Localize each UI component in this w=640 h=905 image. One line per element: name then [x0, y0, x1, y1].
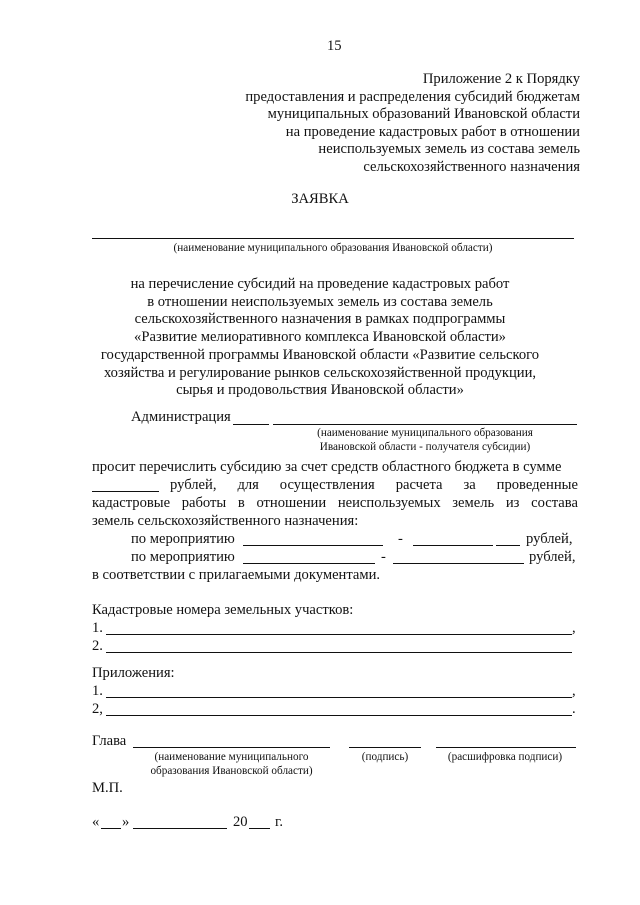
body-line-4: земель сельскохозяйственного назначения:	[92, 513, 359, 529]
page-number: 15	[327, 38, 342, 54]
appendix-line: сельскохозяйственного назначения	[363, 158, 580, 175]
cadastral-item-2-blank	[106, 652, 572, 653]
body-word: расчета	[395, 477, 443, 493]
amount-blank	[92, 491, 159, 492]
purpose-line: «Развитие мелиоративного комплекса Ивановской области»	[134, 329, 506, 346]
attachment-item-1-number: 1.	[92, 683, 103, 699]
purpose-line: сырья и продовольствия Ивановской области»	[176, 382, 464, 399]
municipality-caption: (наименование муниципального образования Ивановской области)	[173, 242, 493, 254]
purpose-line: на перечисление субсидий на проведение кадастровых работ	[130, 276, 510, 292]
signature-caption-decode: (расшифровка подписи)	[447, 751, 563, 763]
measure-1-rubles: рублей,	[526, 531, 573, 547]
measure-label-1: по мероприятию	[131, 531, 235, 547]
measure-1-amount-blank	[413, 545, 493, 546]
appendix-line: предоставления и распределения субсидий бюджетам	[245, 88, 580, 105]
body-word: состава	[531, 495, 578, 511]
signature-caption-sign: (подпись)	[361, 751, 409, 763]
body-word: кадастровые	[92, 495, 171, 511]
signature-caption-name-1: (наименование муниципального	[154, 751, 309, 763]
signature-caption-name-2: образования Ивановской области)	[150, 765, 313, 777]
head-signature-blank	[349, 747, 421, 748]
body-line-2	[170, 478, 578, 493]
accordance-line: в соответствии с прилагаемыми документами.	[92, 567, 381, 583]
admin-short-blank	[233, 424, 269, 425]
date-month-blank	[133, 828, 227, 829]
body-word: работы	[181, 495, 227, 511]
body-word: проведенные	[496, 477, 578, 493]
admin-blank-line	[273, 424, 577, 425]
body-line-3	[92, 496, 578, 511]
purpose-line: хозяйства и регулирование рынков сельскохозяйственной продукции,	[103, 364, 537, 381]
measure-2-name-blank	[243, 563, 375, 564]
body-word: осуществления	[279, 477, 375, 493]
municipality-blank-line	[92, 238, 574, 239]
body-word: рублей,	[170, 477, 217, 493]
attachment-item-2-blank	[106, 715, 572, 716]
head-name-blank	[133, 747, 330, 748]
measure-2-rubles: рублей,	[529, 549, 576, 565]
measure-label-2: по мероприятию	[131, 549, 235, 565]
measure-2-amount-blank-2	[460, 563, 524, 564]
body-word: отношении	[256, 495, 327, 511]
body-word: из	[505, 495, 520, 511]
date-year-prefix: 20	[233, 814, 248, 830]
measure-2-dash: -	[381, 549, 386, 565]
measure-2-amount-blank	[393, 563, 460, 564]
head-label: Глава	[92, 733, 127, 749]
appendix-line: Приложение 2 к Порядку	[422, 71, 580, 87]
cadastral-item-2-number: 2.	[92, 638, 103, 654]
purpose-line: сельскохозяйственного назначения в рамках подпрограммы	[134, 311, 506, 328]
document-title: ЗАЯВКА	[291, 191, 349, 207]
attachments-heading: Приложения:	[92, 665, 175, 681]
body-word: для	[237, 477, 259, 493]
measure-1-name-blank	[243, 545, 383, 546]
attachment-item-1-end: ,	[572, 683, 576, 699]
cadastral-heading: Кадастровые номера земельных участков:	[92, 602, 354, 618]
admin-caption-1: (наименование муниципального образования	[317, 427, 533, 439]
head-decode-blank	[436, 747, 576, 748]
purpose-block	[60, 276, 580, 400]
appendix-line: неиспользуемых земель из состава земель	[318, 141, 580, 157]
body-word: за	[463, 477, 476, 493]
body-line-1: просит перечислить субсидию за счет средств областного бюджета в сумме	[92, 459, 562, 475]
date-open-quote: «	[92, 814, 100, 830]
cadastral-item-1-blank	[106, 634, 572, 635]
appendix-line: на проведение кадастровых работ в отношении	[285, 123, 580, 140]
appendix-block	[160, 71, 580, 176]
date-year-suffix: г.	[275, 814, 283, 830]
date-year-blank	[249, 828, 270, 829]
date-close-quote: »	[122, 814, 130, 830]
attachment-item-1-blank	[106, 697, 572, 698]
body-word: неиспользуемых	[337, 495, 441, 511]
attachment-item-2-number: 2,	[92, 701, 103, 717]
admin-label: Администрация	[131, 409, 231, 425]
admin-caption-2: Ивановской области - получателя субсидии)	[319, 441, 531, 453]
body-word: в	[237, 495, 245, 511]
body-word: земель	[452, 495, 495, 511]
purpose-line: в отношении неиспользуемых земель из состава земель	[147, 293, 493, 310]
seal-label: М.П.	[92, 780, 123, 796]
purpose-line: государственной программы Ивановской области «Развитие сельского	[100, 346, 540, 363]
measure-1-amount-blank-2	[496, 545, 520, 546]
cadastral-item-1-number: 1.	[92, 620, 103, 636]
appendix-line: муниципальных образований Ивановской области	[267, 106, 580, 122]
measure-1-dash: -	[398, 531, 403, 547]
cadastral-item-1-end: ,	[572, 620, 576, 636]
attachment-item-2-end: .	[572, 701, 576, 717]
date-day-blank	[101, 828, 121, 829]
